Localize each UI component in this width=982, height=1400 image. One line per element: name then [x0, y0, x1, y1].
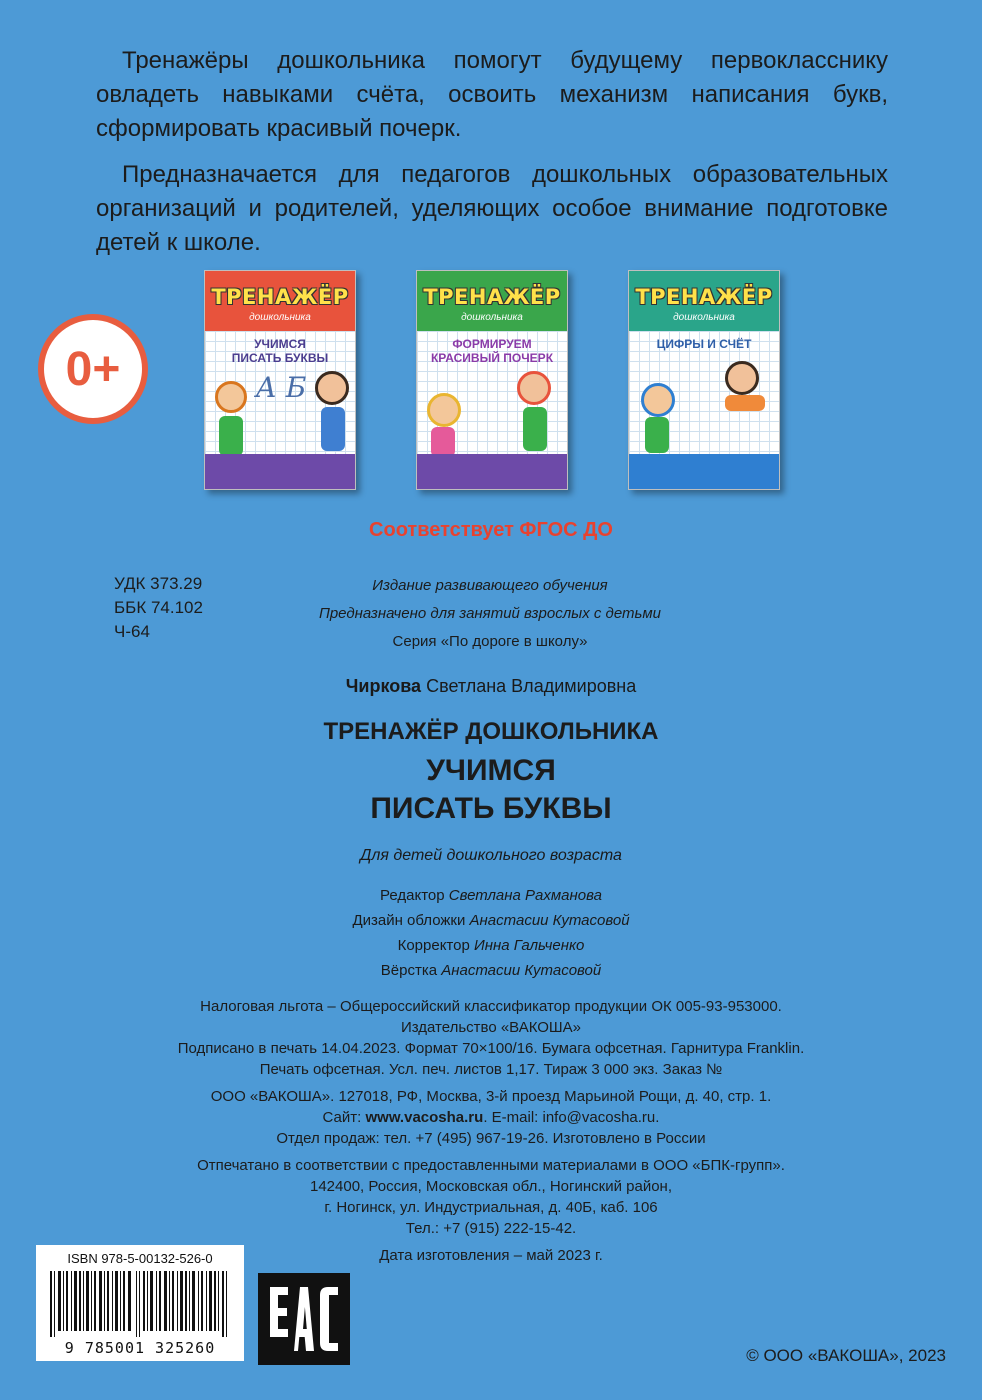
- age-rating-badge: 0+: [38, 314, 148, 424]
- edition-purpose: Предназначено для занятий взрослых с детьми: [318, 605, 662, 622]
- barcode-icon: [50, 1271, 230, 1337]
- classification-codes: [114, 572, 203, 644]
- copyright: © ООО «ВАКОША», 2023: [746, 1346, 946, 1365]
- kid-illustration-body: [321, 407, 345, 451]
- eac-mark-icon: [258, 1273, 350, 1365]
- book-title-line-2: УЧИМСЯ: [426, 754, 556, 787]
- book-cover-footer: [629, 454, 779, 489]
- imprint-printer-2: 142400, Россия, Московская обл., Ногинский район,: [310, 1178, 672, 1195]
- imprint-site: Сайт: www.vacosha.ru. E-mail: info@vacosha.ru.: [322, 1109, 660, 1126]
- imprint-printer-1: Отпечатано в соответствии с предоставленными материалами в ООО «БПК-групп».: [197, 1157, 785, 1174]
- book-cover-title: ТРЕНАЖЁР: [635, 285, 773, 309]
- kid-illustration-girl: [427, 393, 461, 427]
- book-cover-subtitle: ЦИФРЫ И СЧЁТ: [656, 337, 752, 351]
- isbn-number: ISBN 978-5-00132-526-0: [67, 1251, 213, 1266]
- book-cover-handwriting: [416, 270, 568, 490]
- barcode-digits: 9 785001 325260: [64, 1339, 216, 1357]
- book-cover-title: ТРЕНАЖЁР: [211, 285, 349, 309]
- edition-info: [290, 572, 690, 656]
- imprint-publisher: Издательство «ВАКОША»: [400, 1019, 582, 1036]
- imprint-printer-4: Тел.: +7 (915) 222-15-42.: [405, 1220, 577, 1237]
- book-title: [0, 716, 982, 828]
- book-cover-subtitle: ФОРМИРУЕМ КРАСИВЫЙ ПОЧЕРК: [430, 337, 554, 365]
- kid-illustration-boy: [517, 371, 551, 405]
- kid-illustration-boy: [641, 383, 675, 417]
- imprint-pub-address: ООО «ВАКОША». 127018, РФ, Москва, 3-й проезд Марьиной Рощи, д. 40, стр. 1.: [210, 1088, 772, 1105]
- kid-illustration-body: [523, 407, 547, 451]
- intro-paragraph-1: Тренажёры дошкольника помогут будущему первокласснику овладеть навыками счёта, освоить механизм написания букв, сформировать красивый почерк.: [96, 47, 888, 142]
- credit-editor: Редактор Светлана Рахманова: [380, 887, 602, 904]
- credits: [0, 883, 982, 983]
- imprint-print-2: Печать офсетная. Усл. печ. листов 1,17. Тираж 3 000 экз. Заказ №: [259, 1061, 723, 1078]
- book-cover-title: ТРЕНАЖЁР: [423, 285, 561, 309]
- book-cover-numbers: [628, 270, 780, 490]
- credit-corrector: Корректор Инна Гальченко: [397, 937, 585, 954]
- credit-layout: Вёрстка Анастасии Кутасовой: [380, 962, 602, 979]
- author-surname: Чиркова: [345, 676, 422, 696]
- imprint-date: Дата изготовления – май 2023 г.: [379, 1247, 603, 1264]
- author-mark: Ч-64: [114, 622, 150, 641]
- udk-code: УДК 373.29: [114, 574, 203, 593]
- kid-illustration-body: [431, 427, 455, 457]
- edition-type: Издание развивающего обучения: [372, 577, 608, 594]
- book-cover-sub: дошкольника: [249, 312, 311, 323]
- bbk-code: ББК 74.102: [114, 598, 203, 617]
- kid-illustration-body: [725, 395, 765, 411]
- kid-illustration-girl: [725, 361, 759, 395]
- book-cover-letter-a: А Б: [255, 371, 307, 404]
- imprint: [0, 996, 982, 1266]
- kid-illustration-body: [645, 417, 669, 453]
- imprint-printer-3: г. Ногинск, ул. Индустриальная, д. 40Б, каб. 106: [324, 1199, 658, 1216]
- imprint-sales: Отдел продаж: тел. +7 (495) 967-19-26. Изготовлено в России: [276, 1130, 706, 1147]
- audience: Для детей дошкольного возраста: [360, 847, 622, 864]
- book-cover-sub: дошкольника: [461, 312, 523, 323]
- intro-paragraph-2: Предназначается для педагогов дошкольных образовательных организаций и родителей, уделяющих особое внимание подготовке детей к школе.: [96, 161, 888, 256]
- credit-design: Дизайн обложки Анастасии Кутасовой: [352, 912, 630, 929]
- book-title-line-3: ПИСАТЬ БУКВЫ: [370, 792, 612, 825]
- kid-illustration-boy: [315, 371, 349, 405]
- author: [0, 676, 982, 697]
- book-cover-subtitle: УЧИМСЯ ПИСАТЬ БУКВЫ: [231, 337, 329, 365]
- book-cover-footer: [417, 454, 567, 489]
- book-cover-sub: дошкольника: [673, 312, 735, 323]
- imprint-print-1: Подписано в печать 14.04.2023. Формат 70×100/16. Бумага офсетная. Гарнитура Franklin.: [177, 1040, 805, 1057]
- book-cover-footer: [205, 454, 355, 489]
- imprint-tax: Налоговая льгота – Общероссийский классификатор продукции ОК 005-93-953000.: [200, 998, 782, 1015]
- intro-text: [96, 44, 888, 272]
- kid-illustration-girl: [215, 381, 247, 413]
- isbn-barcode-box: [36, 1245, 244, 1361]
- kid-illustration-body: [219, 416, 243, 456]
- book-cover-letters: [204, 270, 356, 490]
- edition-series: Серия «По дороге в школу»: [392, 633, 588, 650]
- fgos-compliance: Соответствует ФГОС ДО: [369, 519, 613, 541]
- site-link: www.vacosha.ru: [365, 1109, 484, 1126]
- book-title-line-1: ТРЕНАЖЁР ДОШКОЛЬНИКА: [323, 718, 659, 745]
- author-name: Светлана Владимировна: [426, 676, 637, 696]
